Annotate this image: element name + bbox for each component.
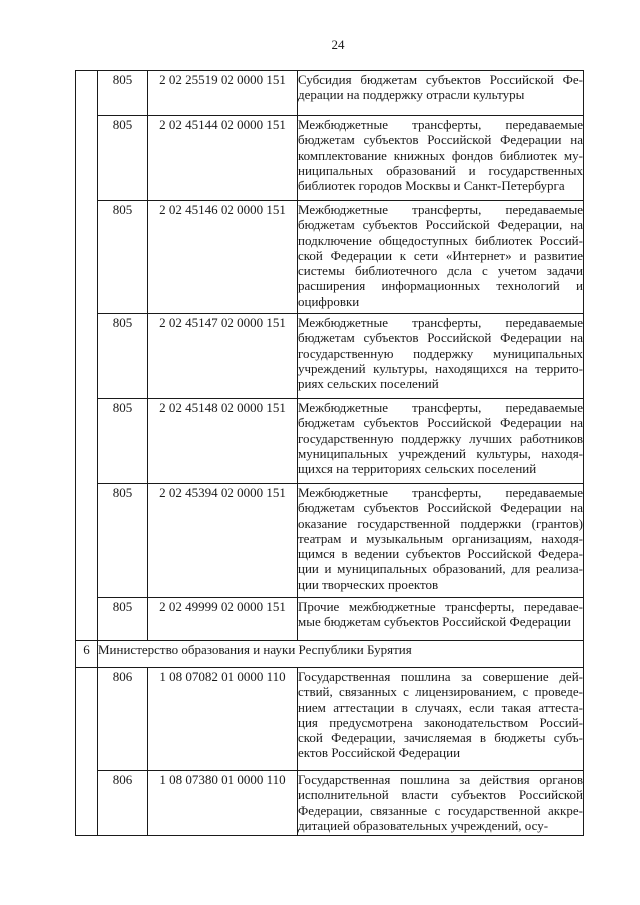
description-word: на [514,360,528,376]
description-word: Государственная [298,772,391,787]
description-word: государственной [357,515,451,531]
description-word: в [401,699,408,715]
description-word: трансферты, [412,117,482,132]
description-word: и [576,278,583,294]
kbk-code-cell: 2 02 45394 02 0000 151 [148,484,298,598]
admin-code-cell: 805 [98,484,148,598]
description-line [298,516,583,531]
description-word: Прочие [298,599,340,614]
description-word: на [570,500,583,516]
description-word: бюджетам [298,330,355,346]
description-word: власти [401,787,439,803]
description-word: ской [298,247,323,263]
table-row [76,116,584,201]
kbk-code-cell: 2 02 49999 02 0000 151 [148,598,298,641]
description-word: с [482,263,488,279]
description-word: поддержку [401,430,462,446]
description-word: ции [298,561,319,577]
description-word: реализа- [535,561,583,577]
description-word: библиотечного [354,263,438,279]
description-word: такая [501,699,532,715]
description-word: библиотек [474,232,533,248]
table-row [76,771,584,836]
description-line [298,315,583,330]
description-word: ствий, [298,684,333,700]
table-row [76,314,584,399]
description-line [298,117,583,132]
description-line [298,361,583,376]
description-word: комплектование [298,147,387,163]
kbk-code-cell: 2 02 45144 02 0000 151 [148,116,298,201]
kbk-code-cell: 2 02 45147 02 0000 151 [148,314,298,399]
description-word: Россий- [539,714,583,730]
admin-code-cell: 805 [98,201,148,314]
description-word: трансферты, [412,485,482,500]
description-word: субъектов [405,546,461,562]
description-word: Российской [467,546,532,562]
description-word: подключение [298,232,372,248]
description-line [298,599,583,614]
description-line [298,431,583,446]
description-word: передаваемые [505,117,583,132]
admin-code-cell: 805 [98,598,148,641]
kbk-code-cell: 1 08 07082 01 0000 110 [148,668,298,771]
description-word: исполнительной [298,787,389,803]
description-word: Российской [425,217,490,233]
description-cell [298,771,584,836]
table-row [76,201,584,314]
description-word: Межбюджетные [298,400,388,415]
description-cell [298,399,584,484]
description-word: книжных [393,147,446,163]
description-word: Межбюджетные [298,485,388,500]
description-word: субъектов [363,500,419,516]
description-word: муниципальных [298,445,389,461]
description-line [298,531,583,546]
description-line [298,787,583,802]
description-cell [298,116,584,201]
description-word: бюджетам [298,132,355,148]
description-line [298,561,583,576]
description-word: пошлина [399,772,450,787]
description-word: муниципальных [337,561,428,577]
admin-code-cell: 805 [98,399,148,484]
description-word: театрам [298,530,342,546]
description-word: субъектов [363,330,419,346]
description-line [298,263,583,278]
description-line [298,700,583,715]
description-word: (грантов) [531,515,583,531]
description-word: на [570,217,583,233]
description-word: Российской [427,132,492,148]
admin-code-cell: 805 [98,314,148,399]
description-word: Российской [427,415,492,431]
description-word: передавае- [523,599,583,614]
description-line [298,715,583,730]
description-word: развитие [534,247,583,263]
description-word: к [399,247,407,263]
kbk-code-cell: 2 02 45148 02 0000 151 [148,399,298,484]
description-word: Федерации [330,247,393,263]
description-word: на [570,330,583,346]
description-word: государственной [447,802,541,818]
description-word: за [459,772,471,787]
description-word: Федерации, [298,802,363,818]
description-line [298,546,583,561]
description-word: находя- [541,530,583,546]
description-word: информационных [381,278,481,294]
description-word: и [324,561,332,577]
section-number: 6 [76,641,98,668]
description-line [298,163,583,178]
description-cell [298,598,584,641]
description-word: находящихся [435,360,508,376]
description-word: сети [413,247,439,263]
description-word: Федера- [538,546,583,562]
description-word: работников [519,430,583,446]
description-word: Российской [518,787,583,803]
description-word: с [434,802,441,818]
description-line [298,803,583,818]
description-line [298,446,583,461]
description-line [298,772,583,787]
description-word: субъектов [425,72,481,87]
description-word: государственную [298,345,394,361]
description-line [298,132,583,147]
number-cell [76,71,98,641]
description-word: и [350,530,358,546]
description-word: учреждений [298,360,366,376]
description-line: дерации на поддержку отрасли культуры [298,87,525,103]
description-word: лучших [469,430,513,446]
description-word: Федерации [500,132,562,148]
description-word: Межбюджетные [298,202,388,217]
description-word: для [511,561,531,577]
description-word: в [341,546,348,562]
description-word: за [461,669,473,684]
description-line [298,278,583,293]
description-word: в [479,730,487,746]
description-word: «Интернет» [445,247,512,263]
description-word: муниципальных [492,345,583,361]
description-word: му- [563,147,583,163]
description-word: Федерации [500,415,562,431]
description-word: библиотек [499,147,558,163]
description-line [298,202,583,217]
description-word: Федерации, [497,217,563,233]
description-word: Субсидия [298,72,352,87]
description-line: ции творческих проектов [298,576,439,592]
description-cell [298,314,584,399]
description-cell [298,668,584,771]
description-word: совершение [482,669,549,684]
description-word: бюджетам [298,500,355,516]
description-word: бюджеты [494,730,546,746]
description-word: Российской [427,330,492,346]
description-word: образований [386,162,456,178]
description-word: ведении [354,546,400,562]
description-word: субъ- [553,730,583,746]
description-word: расширения [298,278,366,294]
table-row [76,399,584,484]
description-line [298,346,583,361]
description-line: оцифровки [298,293,360,309]
description-word: субъектов [451,787,507,803]
description-word: оказание [298,515,347,531]
description-word: Российской [489,72,554,87]
description-word: бюджетам [298,217,355,233]
page-number: 24 [331,37,345,52]
description-word: связанных [339,684,397,700]
number-cell [76,668,98,836]
description-cell [298,201,584,314]
description-word: поддержки [460,515,522,531]
description-word: законодательством [424,714,529,730]
description-word: на [570,132,583,148]
description-word: поддержку [413,345,474,361]
section-row [76,641,584,668]
description-word: нием [298,699,326,715]
description-word: государственную [298,430,394,446]
description-word: межбюджетные [348,599,436,614]
description-line: мые бюджетам субъектов Российской Федерации [298,614,571,630]
description-line [298,400,583,415]
description-line [298,500,583,515]
description-word: зачисляемая [403,730,472,746]
description-word: ция [298,714,318,730]
description-word: органов [539,772,583,787]
description-word: на [570,415,583,431]
description-line: щихся на территориях сельских поселений [298,461,537,477]
description-word: аттестации [333,699,395,715]
description-word: связанные [370,802,428,818]
description-word: трансферты, [412,400,482,415]
table-row [76,668,584,771]
kbk-code-cell: 2 02 25519 02 0000 151 [148,71,298,116]
description-word: передаваемые [505,400,583,415]
description-word: с [403,684,409,700]
description-word: террито- [535,360,583,376]
description-line [298,684,583,699]
description-word: субъектов [363,132,419,148]
description-line [298,330,583,345]
description-word: Межбюджетные [298,315,388,330]
description-word: бюджетам [298,415,355,431]
description-word: Россий- [539,232,583,248]
table-row [76,71,584,116]
description-cell [298,484,584,598]
description-word: общедоступных [378,232,468,248]
description-line [298,415,583,430]
description-word: и [519,247,527,263]
description-line [298,248,583,263]
description-word: пошлина [400,669,451,684]
table-row [76,484,584,598]
description-word: ниципальных [298,162,374,178]
description-word: трансферты, [412,315,482,330]
description-word: передаваемые [505,315,583,330]
description-cell [298,71,584,116]
description-word: и [468,162,476,178]
description-word: культуры, [373,360,428,376]
description-line: риях сельских поселений [298,376,439,392]
description-word: находя- [541,445,583,461]
description-line [298,72,583,87]
description-word: субъектов [363,415,419,431]
description-line [298,485,583,500]
table-row [76,598,584,641]
description-line [298,730,583,745]
description-line [298,669,583,684]
description-word: случаях, [415,699,462,715]
description-word: Фе- [562,72,583,87]
description-word: Межбюджетные [298,117,388,132]
description-word: ской [298,730,323,746]
description-word: аттеста- [538,699,583,715]
description-word: Федерации [500,330,562,346]
admin-code-cell: 805 [98,71,148,116]
description-word: субъектов [362,217,418,233]
description-word: учреждений [398,445,466,461]
section-title: Министерство образования и науки Республики Бурятия [98,641,584,668]
description-line [298,148,583,163]
description-word: системы [298,263,345,279]
admin-code-cell: 806 [98,668,148,771]
description-word: Федерации [500,500,562,516]
table-body [76,71,584,836]
description-word: если [469,699,495,715]
description-word: трансферты, [445,599,515,614]
description-word: музыкальным [366,530,444,546]
description-word: культуры, [476,445,531,461]
description-word: технологий [496,278,560,294]
description-word: учетом [497,263,537,279]
description-word: образований, [432,561,506,577]
description-word: проведе- [534,684,583,700]
description-word: Государственная [298,669,391,684]
description-word: трансферты, [412,202,482,217]
description-word: бюджетам [360,72,418,87]
description-word: организациям, [452,530,533,546]
description-line: дитацией образовательных учреждений, осу- [298,817,549,833]
description-line [298,217,583,232]
description-word: Российской [427,500,492,516]
description-word: дей- [559,669,583,684]
description-word: передаваемые [505,485,583,500]
description-word: предусмотрена [329,714,413,730]
kbk-code-cell: 1 08 07380 01 0000 110 [148,771,298,836]
description-word: действия [479,772,530,787]
description-word: фондов [451,147,493,163]
description-line: ектов Российской Федерации [298,745,461,761]
description-word: государственных [488,162,583,178]
kbk-code-cell: 2 02 45146 02 0000 151 [148,201,298,314]
description-word: щимся [298,546,335,562]
description-word: аккре- [547,802,583,818]
description-word: Федерации, [331,730,396,746]
description-line [298,233,583,248]
description-word: дсла [447,263,472,279]
admin-code-cell: 806 [98,771,148,836]
description-word: задачи [546,263,583,279]
description-line: библиотек городов Москвы и Санкт-Петербурга [298,178,565,194]
revenue-codes-table [75,70,584,836]
description-word: лицензированием, [415,684,517,700]
description-word: передаваемые [505,202,583,217]
admin-code-cell: 805 [98,116,148,201]
description-word: с [522,684,529,700]
